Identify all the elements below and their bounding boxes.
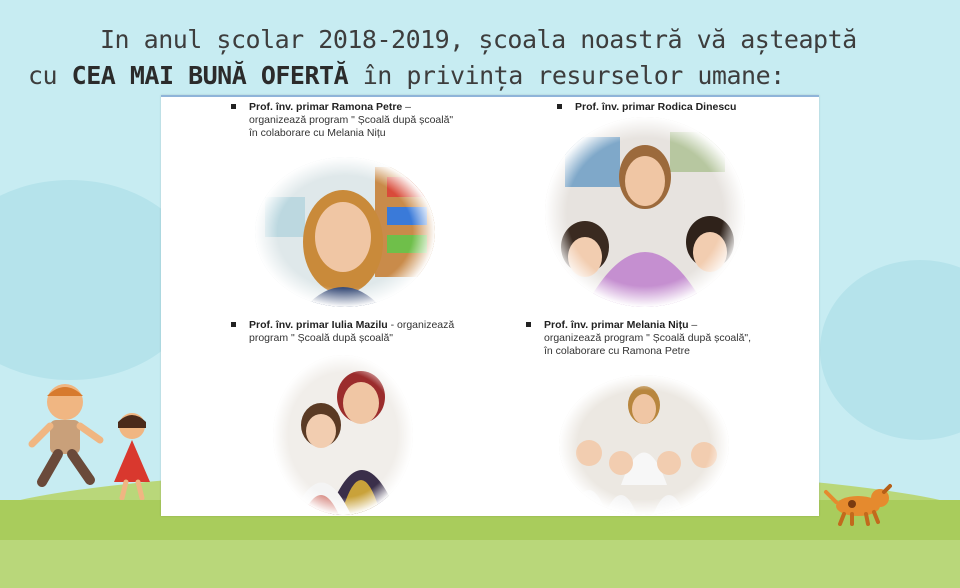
teacher-entry-2 bbox=[575, 101, 815, 114]
teacher-separator: - organizează bbox=[387, 319, 455, 331]
cartoon-girl-illustration bbox=[102, 410, 162, 504]
teacher-role: organizează program " Școală după școală", bbox=[544, 332, 752, 344]
bullet-icon bbox=[231, 322, 236, 327]
title-line-1: In anul școlar 2018-2019, școala noastră vă așteaptă bbox=[100, 25, 857, 54]
teacher-extra: în colaborare cu Ramona Petre bbox=[544, 345, 690, 357]
background-cloud bbox=[820, 260, 960, 440]
title-line-2 bbox=[0, 58, 960, 94]
teacher-separator: – bbox=[688, 319, 698, 331]
teacher-name: Prof. înv. primar Ramona Petre bbox=[249, 101, 403, 113]
teacher-name: Prof. înv. primar Melania Nițu bbox=[544, 319, 689, 331]
teacher-name: Prof. înv. primar Iulia Mazilu bbox=[249, 319, 388, 331]
teacher-entry-1 bbox=[249, 101, 499, 140]
bullet-icon bbox=[557, 104, 562, 109]
bullet-icon bbox=[526, 322, 531, 327]
teacher-photo-ramona-petre bbox=[255, 157, 435, 307]
teacher-entry-4 bbox=[544, 319, 814, 358]
cartoon-dog-illustration bbox=[822, 482, 892, 530]
teacher-photo-rodica-dinescu bbox=[545, 117, 745, 307]
teachers-panel bbox=[161, 95, 819, 516]
teacher-role: organizează program " Școală după școală" bbox=[249, 114, 454, 126]
bullet-icon bbox=[231, 104, 236, 109]
teacher-separator: – bbox=[402, 101, 412, 113]
teacher-extra: în colaborare cu Melania Nițu bbox=[249, 127, 386, 139]
teacher-photo-iulia-mazilu bbox=[273, 355, 413, 515]
teacher-name: Prof. înv. primar Rodica Dinescu bbox=[575, 101, 737, 113]
cartoon-boy-illustration bbox=[20, 382, 110, 506]
teacher-role: program " Școală după școală" bbox=[249, 332, 394, 344]
title-emphasis: CEA MAI BUNĂ OFERTĂ bbox=[71, 61, 349, 90]
title-prefix: cu bbox=[28, 61, 72, 90]
teacher-photo-melania-nitu bbox=[559, 375, 729, 515]
title-suffix: în privința resurselor umane: bbox=[348, 61, 785, 90]
teacher-entry-3 bbox=[249, 319, 499, 345]
slide-title bbox=[0, 22, 960, 94]
